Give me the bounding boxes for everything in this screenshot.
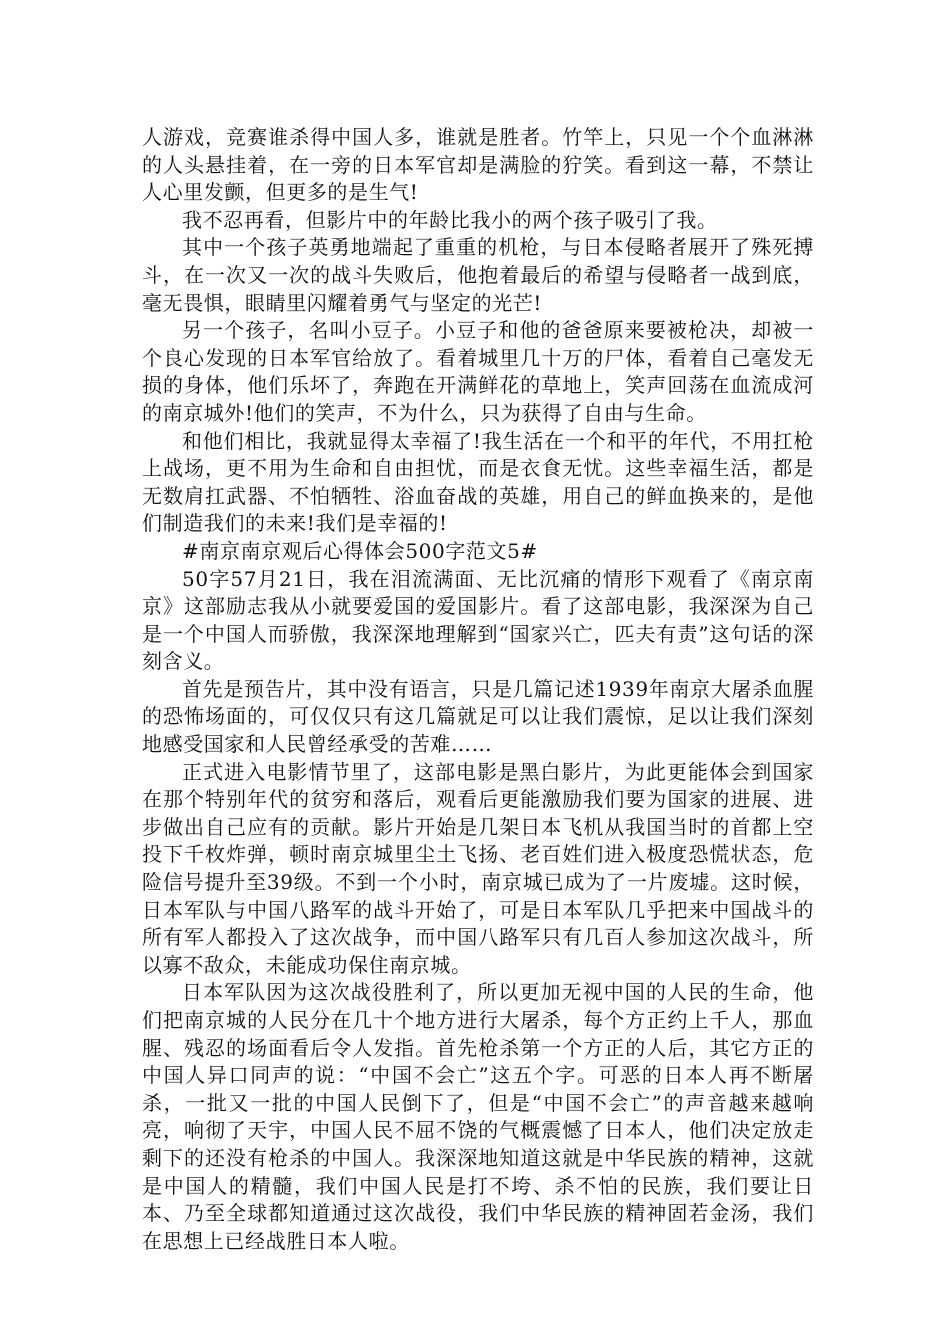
paragraph: 另一个孩子，名叫小豆子。小豆子和他的爸爸原来要被枪决，却被一个良心发现的日本军官给放了。看着城里几十万的尸体，看着自己毫发无损的身体，他们乐坏了，奔跑在开满鲜花的草地上，笑声回荡在血流成河的南京城外!他们的笑声，不为什么，只为获得了自由与生命。 bbox=[142, 318, 814, 425]
paragraph-continued: 人游戏，竞赛谁杀得中国人多，谁就是胜者。竹竿上，只见一个个血淋淋的人头悬挂着，在一旁的日本军官却是满脸的狞笑。看到这一幕，不禁让人心里发颤，但更多的是生气! bbox=[142, 125, 814, 205]
paragraph: 日本军队因为这次战役胜利了，所以更加无视中国的人民的生命，他们把南京城的人民分在几十个地方进行大屠杀，每个方正约上千人，那血腥、残忍的场面看后令人发指。首先枪杀第一个方正的人后，其它方正的中国人异口同声的说：“中国不会亡”这五个字。可恶的日本人再不断屠杀，一批又一批的中国人民倒下了，但是“中国不会亡”的声音越来越响亮，响彻了天宇，中国人民不屈不饶的气概震憾了日本人，他们决定放走剩下的还没有枪杀的中国人。我深深地知道这就是中华民族的精神，这就是中国人的精髓，我们中国人民是打不垮、杀不怕的民族，我们要让日本、乃至全球都知道通过这次战役，我们中华民族的精神固若金汤，我们在思想上已经战胜日本人啦。 bbox=[142, 980, 814, 1253]
paragraph: 我不忍再看，但影片中的年龄比我小的两个孩子吸引了我。 bbox=[182, 207, 718, 232]
section-heading: #南京南京观后心得体会500字范文5# bbox=[182, 538, 538, 563]
paragraph: 和他们相比，我就显得太幸福了!我生活在一个和平的年代，不用扛枪上战场，更不用为生命和自由担忧，而是衣食无忧。这些幸福生活，都是无数肩扛武器、不怕牺牲、浴血奋战的英雄，用自己的鲜血换来的，是他们制造我们的未来!我们是幸福的! bbox=[142, 428, 814, 536]
paragraph: 其中一个孩子英勇地端起了重重的机枪，与日本侵略者展开了殊死搏斗，在一次又一次的战斗失败后，他抱着最后的希望与侵略者一战到底，毫无畏惧，眼睛里闪耀着勇气与坚定的光芒! bbox=[142, 235, 814, 315]
paragraph: 50字57月21日，我在泪流满面、无比沉痛的情形下观看了《南京南京》这部励志我从小就要爱国的爱国影片。看了这部电影，我深深为自己是一个中国人而骄傲，我深深地理解到“国家兴亡，匹夫有责”这句话的深刻含义。 bbox=[142, 566, 814, 674]
paragraph: 正式进入电影情节里了，这部电影是黑白影片，为此更能体会到国家在那个特别年代的贫穷和落后，观看后更能激励我们要为国家的进展、进步做出自己应有的贡献。影片开始是几架日本飞机从我国当时的首都上空投下千枚炸弹，顿时南京城里尘土飞扬、老百姓们进入极度恐慌状态，危险信号提升至39级。不到一个小时，南京城已成为了一片废墟。这时候，日本军队与中国八路军的战斗开始了，可是日本军队几乎把来中国战斗的所有军人都投入了这次战争，而中国八路军只有几百人参加这次战斗，所以寡不敌众，未能成功保住南京城。 bbox=[142, 759, 814, 977]
document-body bbox=[142, 124, 814, 1255]
paragraph: 首先是预告片，其中没有语言，只是几篇记述1939年南京大屠杀血腥的恐怖场面的，可仅仅只有这几篇就足可以让我们震惊，足以让我们深刻地感受国家和人民曾经承受的苦难…… bbox=[142, 676, 814, 757]
